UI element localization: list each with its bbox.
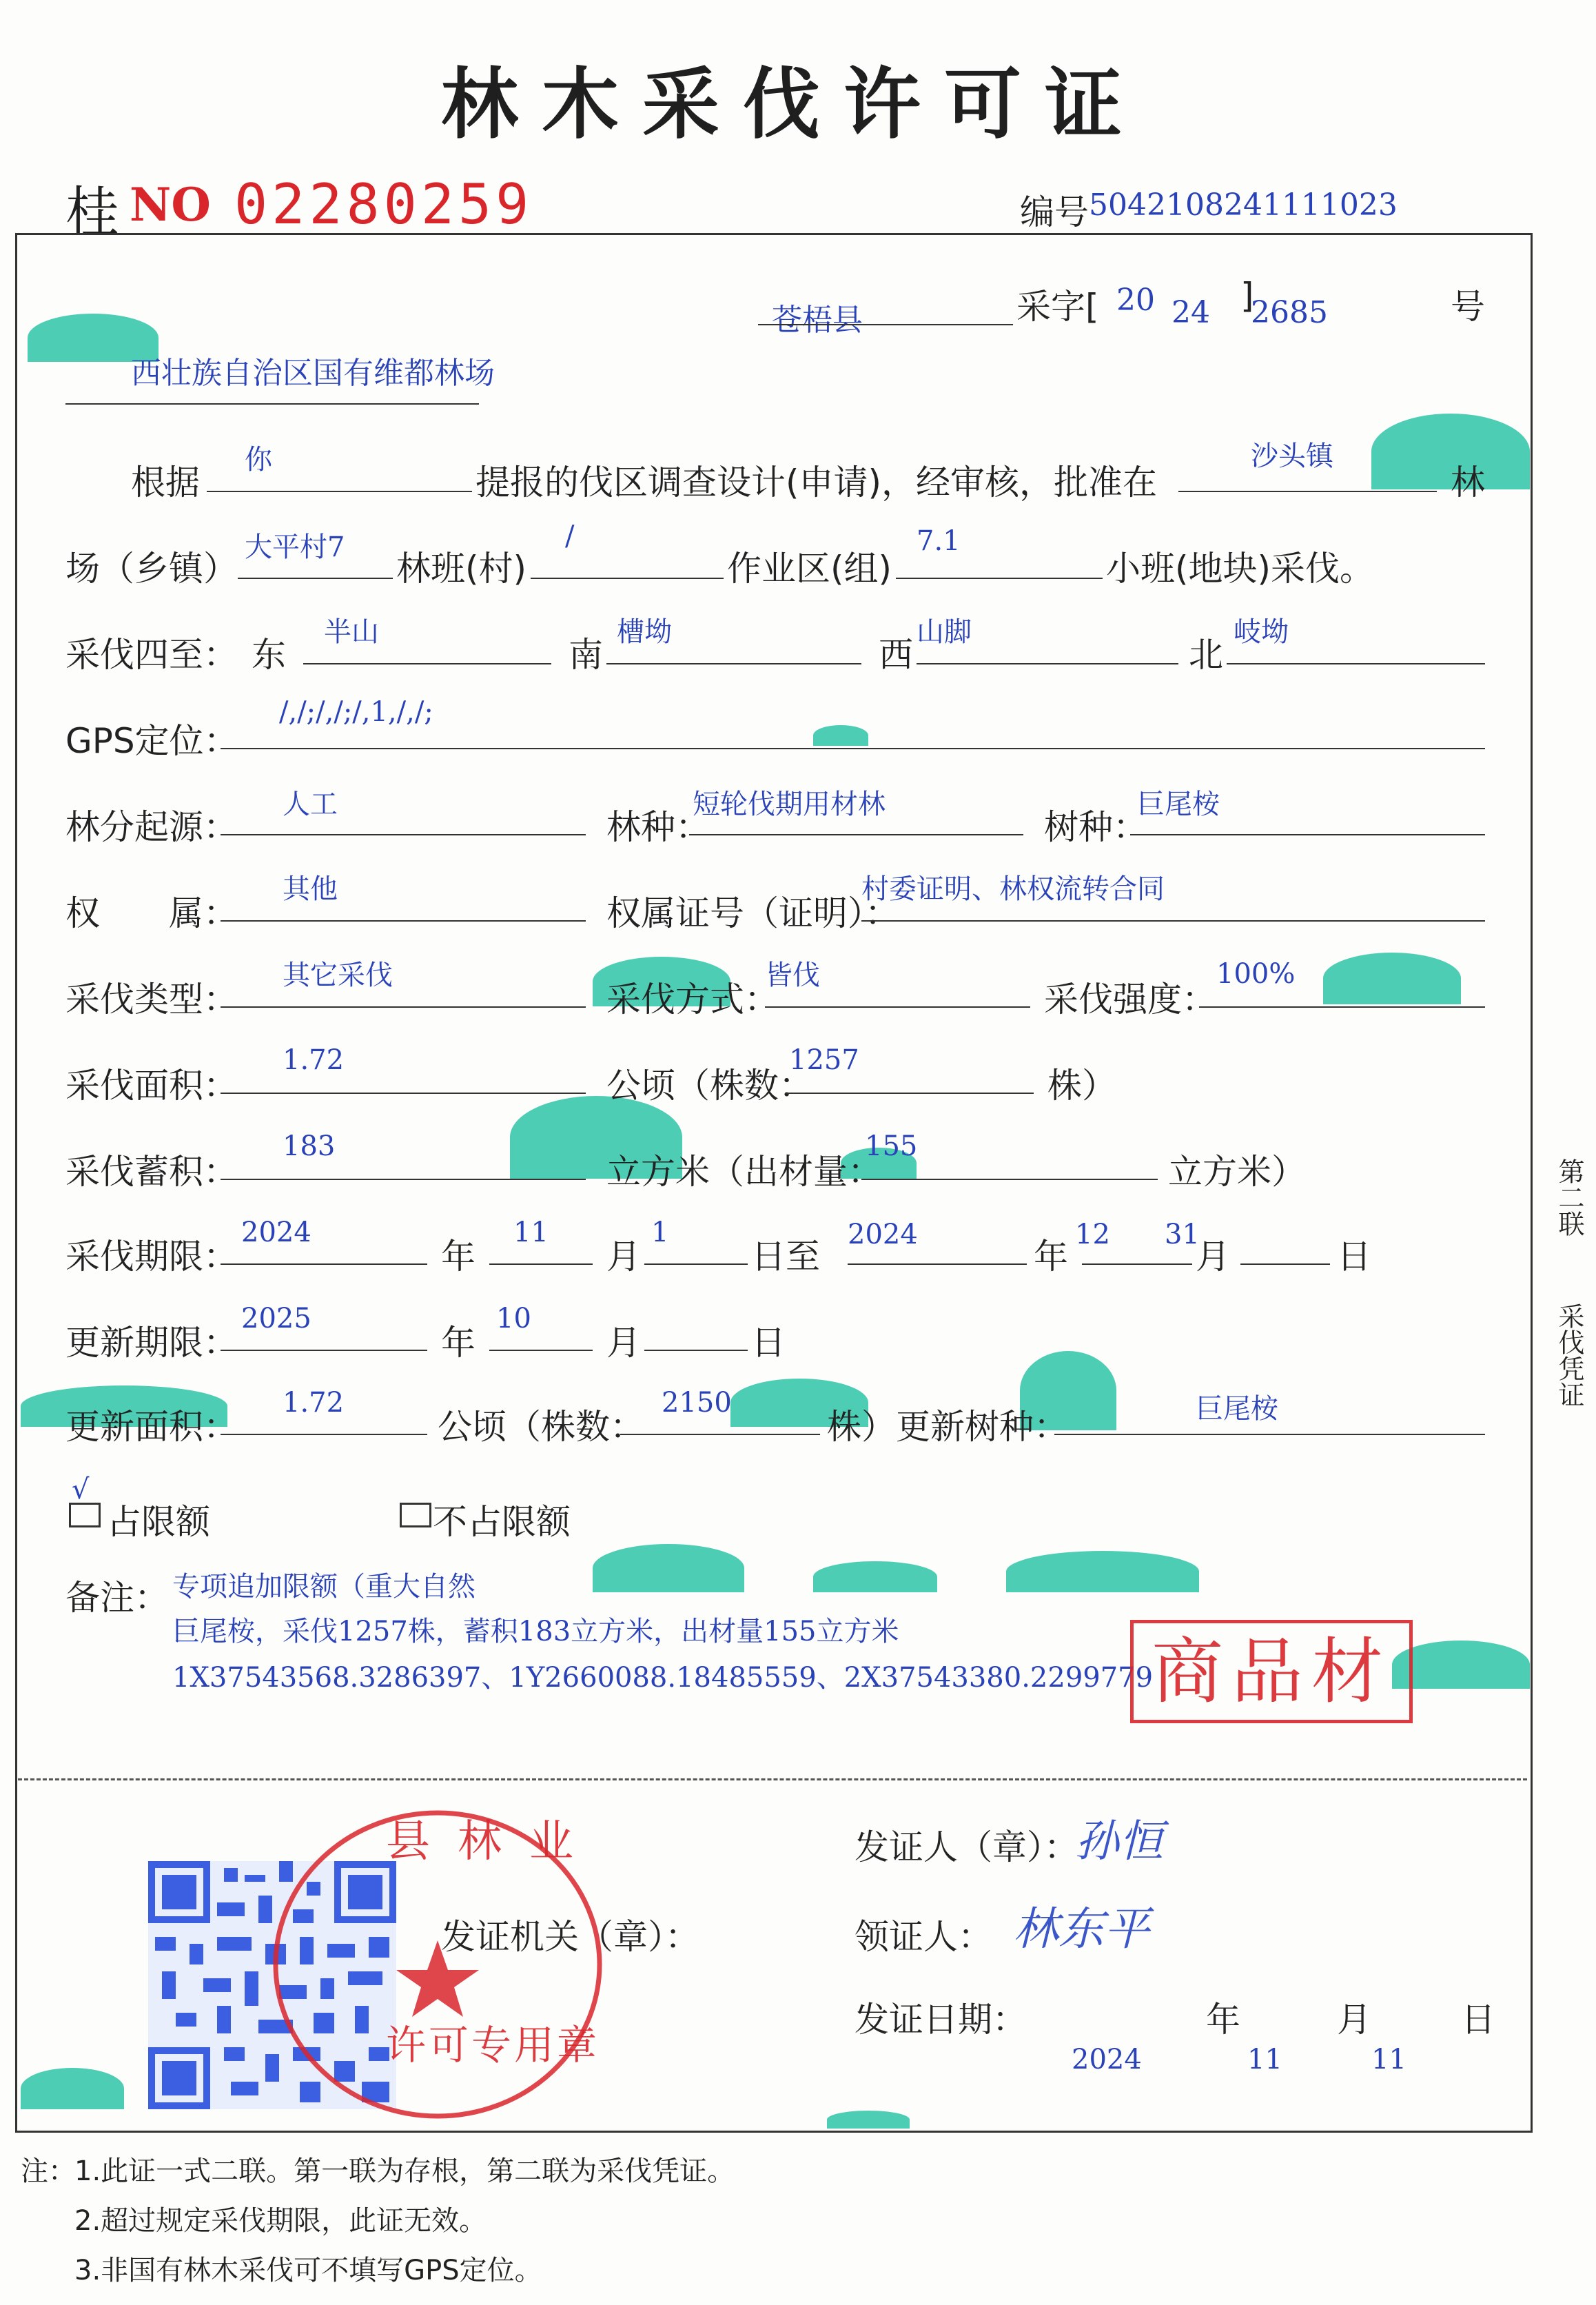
decor-blob [827, 2111, 910, 2129]
day-to-label: 日至 [751, 1237, 820, 1277]
cutting-area-label: 采伐面积： [65, 1066, 238, 1106]
south-label: 南 [569, 635, 603, 675]
township-label: 场（乡镇） [65, 549, 238, 589]
north-label: 北 [1189, 635, 1223, 675]
ownership-value: 其他 [283, 873, 338, 905]
period-end-year: 2024 [848, 1219, 918, 1250]
renewal-stems-value: 2150 [662, 1387, 732, 1419]
work-area-value: 7.1 [917, 525, 961, 557]
basis-end: 林 [1451, 463, 1485, 502]
receiver-label: 领证人： [855, 1917, 992, 1957]
tree-species-value: 巨尾桉 [1137, 789, 1220, 820]
month-label: 月 [606, 1237, 641, 1277]
note-2: 2.超过规定采伐期限，此证无效。 [74, 2205, 487, 2237]
renewal-year-label: 年 [441, 1323, 475, 1363]
code-value: 5042108241111023 [1089, 187, 1398, 223]
issue-year-label: 年 [1206, 2000, 1240, 2040]
page-title: 林木采伐许可证 [441, 59, 1145, 150]
ownership-cert-value: 村委证明、林权流转合同 [861, 873, 1165, 905]
timber-yield-value: 155 [865, 1130, 918, 1162]
renewal-hectare-label: 公顷（株数： [438, 1407, 644, 1447]
decor-blob [593, 1544, 744, 1592]
quota-checkbox[interactable] [69, 1503, 101, 1527]
east-label: 东 [252, 635, 286, 675]
cutting-method-label: 采伐方式： [606, 979, 779, 1019]
seal-top-text: 县林业 [386, 1816, 601, 1867]
copy-number-label: 第二联 [1554, 1158, 1584, 1237]
year-suffix: 24 [1172, 295, 1210, 330]
note-1: 1.此证一式二联。第一联为存根，第二联为采伐凭证。 [74, 2155, 735, 2187]
non-quota-checkbox[interactable] [400, 1503, 431, 1527]
forest-type-label: 林种： [606, 807, 710, 847]
forest-class-value: / [565, 520, 575, 552]
decor-blob [1006, 1551, 1199, 1592]
renewal-year: 2025 [241, 1303, 311, 1334]
stem-count-value: 1257 [789, 1044, 859, 1076]
north-value: 岐坳 [1234, 616, 1289, 648]
renewal-area-value: 1.72 [283, 1387, 345, 1419]
issue-month: 11 [1247, 2044, 1282, 2075]
issue-date-label: 发证日期： [855, 2000, 1027, 2040]
issuer-signature: 孙恒 [1075, 1816, 1163, 1867]
remark-line-2: 巨尾桉，采伐1257株，蓄积183立方米，出材量155立方米 [172, 1616, 899, 1647]
serial-number: 02280259 [234, 172, 533, 236]
cutting-type-value: 其它采伐 [283, 959, 393, 991]
cutting-volume-value: 183 [283, 1130, 336, 1162]
hectare-label: 公顷（株数： [606, 1066, 813, 1106]
permit-number: 2685 [1251, 295, 1328, 330]
renewal-day-label: 日 [751, 1323, 786, 1363]
period-start-month: 11 [513, 1217, 549, 1248]
decor-blob [1392, 1641, 1530, 1689]
region-prefix: 桂 [65, 181, 120, 243]
ownership-cert-label: 权属证号（证明）： [606, 893, 899, 933]
check-mark: √ [72, 1474, 90, 1505]
origin-value: 人工 [283, 789, 338, 820]
south-value: 槽坳 [617, 616, 672, 648]
basis-label: 根据 [131, 463, 200, 502]
note-3: 3.非国有林木采伐可不填写GPS定位。 [74, 2255, 542, 2286]
year-prefix: 20 [1116, 283, 1155, 318]
ownership-label: 权 属： [65, 893, 238, 933]
renewal-area-label: 更新面积： [65, 1407, 238, 1447]
hao-label: 号 [1451, 287, 1485, 327]
renewal-month-label: 月 [606, 1323, 641, 1363]
yield-unit-label: 立方米） [1168, 1152, 1306, 1192]
village-value: 大平村7 [245, 531, 345, 563]
receiver-signature: 林东平 [1013, 1902, 1149, 1956]
period-end-month: 12 [1075, 1219, 1110, 1250]
east-value: 半山 [324, 616, 379, 648]
issuer-label: 发证人（章）： [855, 1827, 1078, 1867]
cutting-area-value: 1.72 [283, 1044, 345, 1076]
gps-label: GPS定位： [65, 721, 238, 761]
copy-purpose-label: 采伐凭证 [1554, 1303, 1584, 1408]
remark-line-3: 1X37543568.3286397、1Y2660088.18485559、2X37543380.2299779 [172, 1662, 1154, 1694]
period-end-day: 31 [1165, 1219, 1200, 1250]
basis-value: 你 [245, 444, 272, 476]
origin-label: 林分起源： [65, 807, 238, 847]
cutting-method-value: 皆伐 [765, 959, 820, 991]
subplot-label: 小班(地块)采伐。 [1106, 549, 1375, 589]
issue-month-label: 月 [1337, 2000, 1371, 2040]
basis-text: 提报的伐区调查设计(申请)，经审核，批准在 [475, 463, 1158, 502]
seal-bottom-text: 许可专用章 [386, 2022, 600, 2069]
decor-blob [813, 725, 868, 746]
renewal-month: 10 [496, 1303, 531, 1334]
decor-blob [1323, 953, 1461, 1004]
stem-unit-label: 株） [1047, 1066, 1116, 1106]
cut-line [18, 1778, 1527, 1780]
notes-label: 注： [21, 2155, 76, 2187]
period-start-day: 1 [651, 1217, 669, 1248]
remark-line-1: 专项追加限额（重大自然 [172, 1571, 475, 1603]
number-mark: NO [130, 178, 211, 232]
forest-class-label: 林班(村) [396, 549, 527, 589]
cutting-intensity-label: 采伐强度： [1044, 979, 1216, 1019]
renewal-period-label: 更新期限： [65, 1323, 238, 1363]
cutting-type-label: 采伐类型： [65, 979, 238, 1019]
issuing-agency-label: 发证机关（章）： [441, 1917, 699, 1957]
issue-day: 11 [1371, 2044, 1406, 2075]
work-area-label: 作业区(组) [727, 549, 892, 589]
decor-blob [21, 2068, 124, 2109]
non-quota-label: 不占限额 [433, 1502, 571, 1542]
renewal-species-value: 巨尾桉 [1196, 1393, 1278, 1425]
west-label: 西 [879, 635, 913, 675]
decor-blob [813, 1561, 937, 1592]
commodity-timber-stamp: 商品材 [1130, 1620, 1413, 1723]
code-label: 编号 [1020, 192, 1089, 232]
day-label: 日 [1337, 1237, 1371, 1277]
issue-year: 2024 [1072, 2044, 1142, 2075]
cutting-period-label: 采伐期限： [65, 1237, 238, 1277]
period-start-year: 2024 [241, 1217, 311, 1248]
cutting-intensity-value: 100% [1216, 958, 1296, 990]
month-label-2: 月 [1196, 1237, 1230, 1277]
west-value: 山脚 [917, 616, 972, 648]
cubic-meter-label: 立方米（出材量： [606, 1152, 882, 1192]
issue-day-label: 日 [1461, 2000, 1495, 2040]
year-label: 年 [441, 1237, 475, 1277]
recipient: 西壮族自治区国有维都林场 [131, 356, 495, 391]
county-value: 苍梧县 [772, 303, 863, 338]
quota-label: 占限额 [107, 1502, 210, 1542]
cutting-volume-label: 采伐蓄积： [65, 1152, 238, 1192]
year-label-2: 年 [1034, 1237, 1068, 1277]
forest-type-value: 短轮伐期用材林 [693, 789, 886, 820]
gps-value: /,/;/,/;/,1,/,/; [279, 696, 433, 728]
remark-label: 备注： [65, 1578, 169, 1618]
tree-species-label: 树种： [1044, 807, 1147, 847]
zi-label: 采字[ [1016, 287, 1099, 327]
renewal-species-label: 株）更新树种： [827, 1407, 1068, 1447]
basis-place: 沙头镇 [1251, 440, 1333, 472]
bracket-close: ] [1240, 276, 1254, 316]
bounds-label: 采伐四至： [65, 635, 238, 675]
